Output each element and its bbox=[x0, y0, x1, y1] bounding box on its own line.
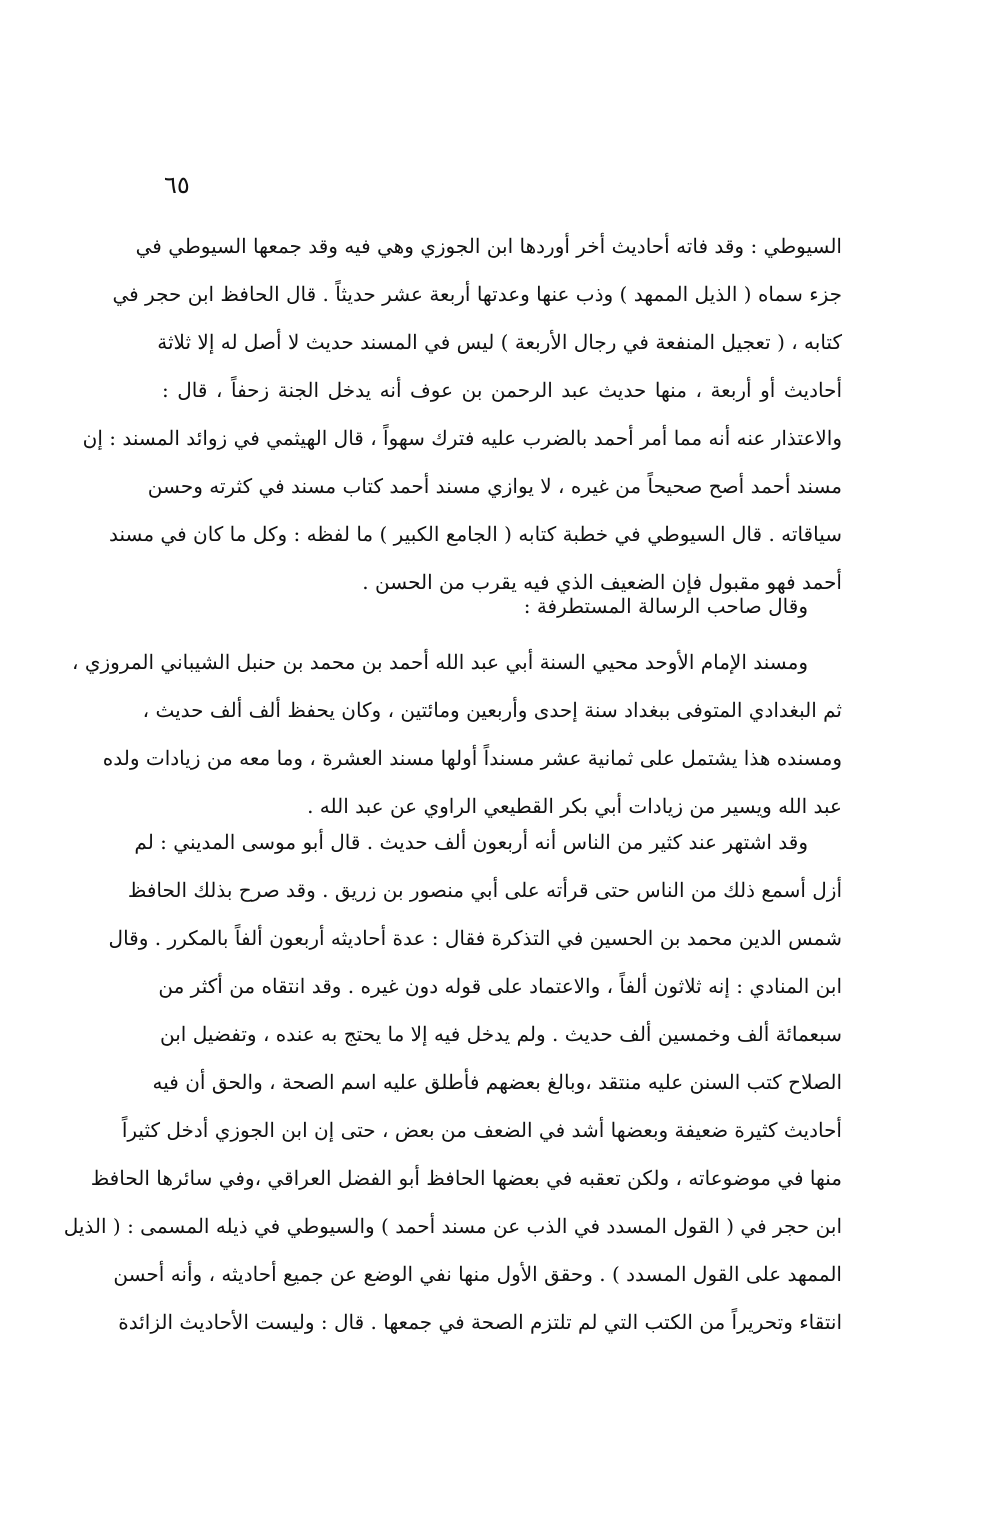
paragraph-4 bbox=[63, 818, 842, 1346]
text-line: وقال صاحب الرسالة المستطرفة : bbox=[523, 594, 808, 618]
paragraph-1 bbox=[82, 222, 842, 606]
text-line: مسند أحمد أصح صحيحاً من غيره ، لا يوازي مسند أحمد كتاب مسند في كثرته وحسن bbox=[147, 474, 842, 498]
text-line: أحاديث كثيرة ضعيفة وبعضها أشد في الضعف من بعض ، حتى إن ابن الجوزي أدخل كثيراً bbox=[121, 1118, 842, 1142]
paragraph-3 bbox=[72, 638, 842, 830]
text-line: أزل أسمع ذلك من الناس حتى قرأته على أبي منصور بن زريق . وقد صرح بذلك الحافظ bbox=[127, 878, 842, 902]
text-line: أحمد فهو مقبول فإن الضعيف الذي فيه يقرب من الحسن . bbox=[362, 570, 842, 594]
text-line: سياقاته . قال السيوطي في خطبة كتابه ( الجامع الكبير ) ما لفظه : وكل ما كان في مسند bbox=[108, 522, 842, 546]
text-line: الصلاح كتب السنن عليه منتقد ،وبالغ بعضهم فأطلق عليه اسم الصحة ، والحق أن فيه bbox=[152, 1070, 842, 1094]
text-line: أحاديث أو أربعة ، منها حديث عبد الرحمن بن عوف أنه يدخل الجنة زحفاً ، قال : bbox=[162, 378, 842, 402]
text-line: والاعتذار عنه أنه مما أمر أحمد بالضرب عليه فترك سهواً ، قال الهيثمي في زوائد المسند : إن bbox=[82, 426, 842, 450]
text-line: ومسند الإمام الأوحد محيي السنة أبي عبد الله أحمد بن محمد بن حنبل الشيباني المروزي ، bbox=[72, 650, 808, 674]
text-line: وقد اشتهر عند كثير من الناس أنه أربعون ألف حديث . قال أبو موسى المديني : لم bbox=[134, 830, 808, 854]
text-line: انتقاء وتحريراً من الكتب التي لم تلتزم الصحة في جمعها . قال : وليست الأحاديث الزائدة bbox=[118, 1310, 842, 1334]
text-line: جزء سماه ( الذيل الممهد ) وذب عنها وعدتها أربعة عشر حديثاً . قال الحافظ ابن حجر في bbox=[112, 282, 842, 306]
page-number: ٦٥ bbox=[164, 171, 190, 199]
text-line: ابن حجر في ( القول المسدد في الذب عن مسند أحمد ) والسيوطي في ذيله المسمى : ( الذيل bbox=[63, 1214, 842, 1238]
text-line: ثم البغدادي المتوفى ببغداد سنة إحدى وأربعين ومائتين ، وكان يحفظ ألف ألف حديث ، bbox=[142, 698, 842, 722]
text-line: شمس الدين محمد بن الحسين في التذكرة فقال : عدة أحاديثه أربعون ألفاً بالمكرر . وقال bbox=[108, 926, 842, 950]
text-line: ومسنده هذا يشتمل على ثمانية عشر مسنداً أولها مسند العشرة ، وما معه من زيادات ولده bbox=[102, 746, 842, 770]
text-line: كتابه ، ( تعجيل المنفعة في رجال الأربعة ) ليس في المسند حديث لا أصل له إلا ثلاثة bbox=[157, 330, 842, 354]
text-line: الممهد على القول المسدد ) . وحقق الأول منها نفي الوضع عن جميع أحاديثه ، وأنه أحسن bbox=[113, 1262, 842, 1286]
text-line: سبعمائة ألف وخمسين ألف حديث . ولم يدخل فيه إلا ما يحتج به عنده ، وتفضيل ابن bbox=[160, 1022, 842, 1046]
paragraph-2 bbox=[162, 582, 842, 630]
text-line: السيوطي : وقد فاته أحاديث أخر أوردها ابن الجوزي وهي فيه وقد جمعها السيوطي في bbox=[135, 234, 842, 258]
text-line: منها في موضوعاته ، ولكن تعقبه في بعضها الحافظ أبو الفضل العراقي ،وفي سائرها الحافظ bbox=[90, 1166, 842, 1190]
text-line: ابن المنادي : إنه ثلاثون ألفاً ، والاعتماد على قوله دون غيره . وقد انتقاه من أكثر من bbox=[158, 974, 842, 998]
text-line: عبد الله ويسير من زيادات أبي بكر القطيعي الراوي عن عبد الله . bbox=[307, 794, 842, 818]
